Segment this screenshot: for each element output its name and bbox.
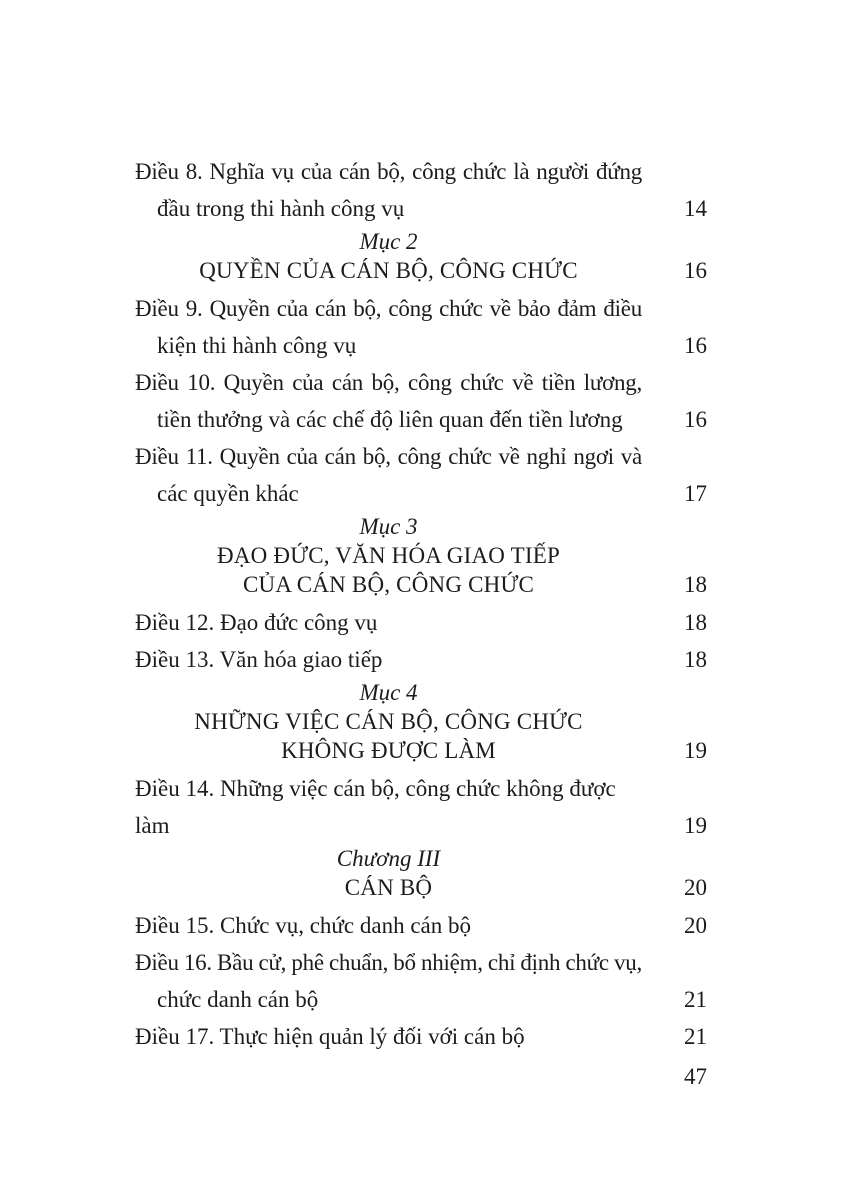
toc-entry — [135, 907, 707, 944]
toc-entry — [135, 944, 707, 1018]
toc-line: Điều 16. Bầu cử, phê chuẩn, bổ nhiệm, chỉ định chức vụ, — [135, 950, 642, 975]
toc-line: Điều 9. Quyền của cán bộ, công chức về bảo đảm điều — [135, 296, 642, 321]
toc-line: Điều 14. Những việc cán bộ, công chức không được làm — [135, 776, 616, 838]
section-label — [135, 678, 707, 707]
toc-entry — [135, 364, 707, 438]
toc-entry — [135, 641, 707, 678]
toc-line: ĐẠO ĐỨC, VĂN HÓA GIAO TIẾP — [217, 543, 560, 568]
page-ref: 16 — [684, 258, 707, 283]
toc-entry — [135, 1018, 707, 1055]
toc-line: NHỮNG VIỆC CÁN BỘ, CÔNG CHỨC — [194, 709, 583, 734]
toc-line: Điều 12. Đạo đức công vụ — [135, 610, 378, 635]
toc-entry — [135, 604, 707, 641]
table-of-contents — [135, 153, 707, 1055]
page-ref: 14 — [684, 196, 707, 221]
toc-line: đầu trong thi hành công vụ — [157, 196, 405, 221]
folio-page-number: 47 — [684, 1064, 707, 1089]
toc-line: CÁN BỘ — [344, 875, 433, 900]
section-title — [135, 541, 707, 599]
section-title — [135, 256, 707, 285]
toc-line: các quyền khác — [157, 481, 299, 506]
toc-line: Điều 11. Quyền của cán bộ, công chức về nghỉ ngơi và — [135, 444, 642, 469]
toc-line: Mục 4 — [359, 680, 418, 705]
section-label — [135, 844, 707, 873]
section-label — [135, 227, 707, 256]
toc-line: chức danh cán bộ — [157, 987, 319, 1012]
section-title — [135, 707, 707, 765]
page-ref: 20 — [684, 913, 707, 938]
page-ref: 18 — [684, 572, 707, 597]
toc-line: Điều 10. Quyền của cán bộ, công chức về tiền lương, — [135, 370, 642, 395]
section-label — [135, 512, 707, 541]
toc-entry — [135, 438, 707, 512]
page-ref: 20 — [684, 875, 707, 900]
page-ref: 18 — [684, 610, 707, 635]
page-ref: 19 — [684, 738, 707, 763]
page-ref: 21 — [684, 987, 707, 1012]
toc-line: Mục 3 — [359, 514, 418, 539]
section-title — [135, 873, 707, 902]
toc-line: Mục 2 — [359, 229, 418, 254]
toc-line: Chương III — [336, 846, 441, 871]
toc-line: QUYỀN CỦA CÁN BỘ, CÔNG CHỨC — [199, 258, 578, 283]
page-ref: 17 — [684, 481, 707, 506]
toc-line: tiền thưởng và các chế độ liên quan đến tiền lương — [157, 407, 623, 432]
page-ref: 16 — [684, 407, 707, 432]
toc-line: CỦA CÁN BỘ, CÔNG CHỨC — [242, 572, 535, 597]
page-ref: 19 — [684, 813, 707, 838]
toc-entry — [135, 290, 707, 364]
page-ref: 18 — [684, 647, 707, 672]
toc-entry — [135, 153, 707, 227]
toc-line: Điều 13. Văn hóa giao tiếp — [135, 647, 383, 672]
toc-line: kiện thi hành công vụ — [157, 333, 357, 358]
toc-entry — [135, 770, 707, 844]
page-ref: 16 — [684, 333, 707, 358]
toc-line: KHÔNG ĐƯỢC LÀM — [281, 738, 496, 763]
toc-line: Điều 8. Nghĩa vụ của cán bộ, công chức là người đứng — [135, 159, 642, 184]
toc-line: Điều 17. Thực hiện quản lý đối với cán bộ — [135, 1024, 525, 1049]
page-ref: 21 — [684, 1024, 707, 1049]
toc-line: Điều 15. Chức vụ, chức danh cán bộ — [135, 913, 471, 938]
